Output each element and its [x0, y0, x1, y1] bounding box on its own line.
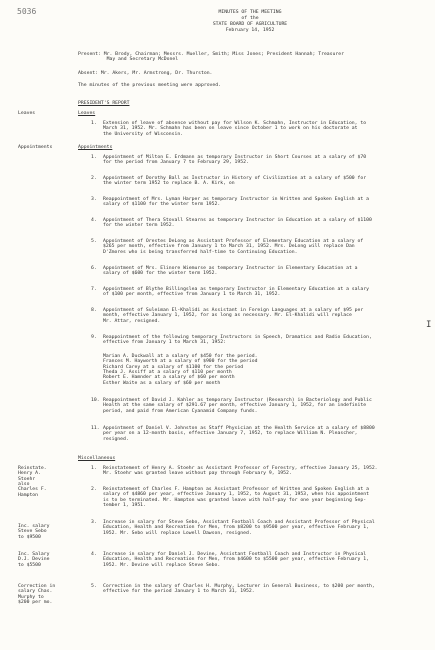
item-line: Reinstatement of Charles F. Hampton as Assistant Professor of Written and Spoken English at a	[103, 487, 369, 492]
item-number: 1.	[91, 466, 97, 471]
leaves-heading: Leaves	[78, 111, 96, 116]
present-line: May and Secretary McDonel	[78, 57, 179, 63]
item-line: Education, Health and Recreation for Men, from $4600 to $5500 per year, effective February 1,	[103, 557, 369, 563]
item-line: Appointment of Milton E. Erdmann as temporary Instructor in Short Courses at a salary of $70	[103, 155, 367, 160]
present-line: Present: Mr. Brody, Chairman; Messrs. Mueller, Smith; Miss Jones; President Hannah; Treasurer	[78, 52, 344, 57]
margin-line: to $9500	[18, 534, 41, 540]
item-line: effective for the period January 1 to March 31, 1952.	[103, 589, 255, 595]
item-line: Health at the same salary of $291.67 per month, effective January 1, 1952, for an indefinite	[103, 403, 367, 409]
present-block	[78, 52, 413, 63]
margin-line: to $5500	[18, 562, 41, 568]
margin-note-reinstate	[18, 466, 76, 498]
item-number: 1.	[91, 121, 97, 126]
margin-note-leaves: Leaves	[18, 111, 36, 116]
item-line: Increase in salary for Daniel J. Devine, Assistant Football Coach and Instructor in Physical	[103, 552, 367, 557]
margin-line: Stoehr	[18, 476, 36, 482]
item-line: Reappointment of Mrs. Lyman Harper as temporary Instructor in Written and Spoken English at a	[103, 197, 369, 202]
item-number: 9.	[91, 335, 97, 340]
item-line: tember 1, 1951.	[103, 503, 146, 509]
item-number: 5.	[91, 239, 97, 244]
item-line: Reappointment of the following temporary Instructors in Speech, Dramatics and Radio Education,	[103, 335, 372, 340]
item-line: the University of Wisconsin.	[103, 131, 184, 137]
item-line: March 31, 1952. Mr. Schmahn has been on leave since October 1 to work on his doctorate at	[103, 126, 358, 132]
margin-line: $200 per mo.	[18, 600, 53, 606]
item-line: Reinstatement of Henry A. Stoehr as Assistant Professor of Forestry, effective January 25, 1952.	[103, 466, 378, 471]
item-number: 4.	[91, 218, 97, 223]
margin-line: Murphy to	[18, 594, 44, 600]
header-title-line1: MINUTES OF THE MEETING	[218, 10, 282, 15]
item-line: $265 per month, effective from January 1 to March 31, 1952. Mrs. DeLong will replace Dan	[103, 244, 355, 250]
item-line: period, and paid from American Cyanamid Company funds.	[103, 408, 258, 414]
list-item: Esther Waite as a salary of $60 per month	[103, 380, 221, 386]
margin-line: Correction in	[18, 584, 56, 589]
item-line: for the winter term 1952.	[103, 223, 175, 229]
margin-note-sebo	[18, 524, 76, 540]
margin-line: Inc. Salary	[18, 552, 50, 557]
item-line: Appointment of Daniel V. Johnston as Staff Physician at the Health Service at a salary of $8800	[103, 426, 375, 431]
item-line: for the period from January 7 to February 29, 1952.	[103, 160, 249, 166]
header-date: February 14, 1952	[225, 28, 275, 33]
margin-line: also	[18, 482, 30, 488]
item-number: 10.	[91, 398, 100, 403]
item-line: Extension of leave of absence without pay for Wilson K. Schmahn, Instructor in Education, to	[103, 121, 367, 126]
appointments-heading: Appointments	[78, 145, 113, 150]
item-number: 4.	[91, 552, 97, 557]
item-line: Appointment of Dorothy Ball as Instructor in History of Civilization at a salary of $500 for	[103, 176, 367, 181]
margin-note-murphy	[18, 584, 76, 605]
item-number: 2.	[91, 176, 97, 181]
absent-line: Absent: Mr. Akers, Mr. Armstrong, Dr. Thurston.	[78, 71, 213, 76]
item-number: 3.	[91, 520, 97, 525]
list-item: Richard Carey at a salary of $1100 for the period	[103, 364, 244, 370]
item-line: effective from January 1 to March 31, 1952:	[103, 340, 226, 346]
item-line: of $100 per month, effective from January 1 to March 31, 1952.	[103, 292, 281, 298]
list-item: Frances M. Hayworth at a salary of $900 for the period	[103, 359, 258, 365]
margin-line: Reinstate.	[18, 466, 47, 471]
item-line: resigned.	[103, 436, 129, 442]
header-title-line3: STATE BOARD OF AGRICULTURE	[212, 22, 288, 27]
margin-line: Charles F.	[18, 487, 47, 493]
presidents-report-heading: PRESIDENT'S REPORT	[78, 101, 130, 106]
item-number: 1.	[91, 155, 97, 160]
item-line: salary of $1100 for the winter term 1952.	[103, 202, 221, 208]
item-line: month, effective January 1, 1952, for as long as necessary. Mr. El-Khalidi will replace	[103, 313, 352, 319]
minutes-line: The minutes of the previous meeting were approved.	[78, 83, 221, 88]
margin-line: Inc. salary	[18, 524, 50, 529]
list-item: Robert E. Hamnder at a salary of $60 per month	[103, 375, 235, 381]
margin-mark: I	[426, 320, 432, 330]
margin-line: Hampton	[18, 492, 39, 498]
miscellaneous-heading: Miscellaneous	[78, 456, 116, 461]
item-line: Mr. Attar, resigned.	[103, 318, 161, 324]
item-line: Increase in salary for Steve Sebo, Assistant Football Coach and Assistant Professor of Physical	[103, 520, 375, 525]
item-line: is to be terminated. Mr. Hampton was granted leave with half-pay for one year beginning Sep-	[103, 497, 367, 503]
item-line: salary of $4860 per year, effective January 1, 1952, to August 31, 1953, when his appointment	[103, 492, 369, 498]
item-line: Appointment of Blythe Billingslea as temporary Instructor in Elementary Education at a salary	[103, 287, 369, 292]
item-line: Reappointment of David J. Kahler as temporary Instructor (Research) in Bacteriology and Public	[103, 398, 372, 403]
item-line: Appointment of Thera Stovall Stearns as temporary Instructor in Education at a salary of $1100	[103, 218, 372, 223]
item-number: 5.	[91, 584, 97, 589]
item-line: 1952. Mr. Sebo will replace Lowell Dawson, resigned.	[103, 530, 252, 536]
item-line: the winter term 1952 to replace B. A. Kirk, on	[103, 181, 235, 187]
item-number: 8.	[91, 308, 97, 313]
margin-line: Henry A.	[18, 471, 41, 477]
page-number: 5036	[17, 7, 37, 16]
item-number: 7.	[91, 287, 97, 292]
margin-note-devine	[18, 552, 76, 568]
margin-line: salary Chas.	[18, 589, 53, 595]
item-line: Education, Health and Recreation for Men, from $8200 to $9500 per year, effective February 1,	[103, 525, 369, 531]
list-item: Theda J. Assiff at a salary of $110 per month	[103, 370, 232, 376]
margin-note-appointments: Appointments	[18, 145, 53, 150]
item-number: 6.	[91, 266, 97, 271]
item-line: Appointment of Mrs. Elinore Wiemurse as temporary Instructor in Elementary Education at a	[103, 266, 358, 271]
item-line: D'Zmores who is being transferred half-time to Continuing Education.	[103, 249, 298, 255]
speech-instructors-list	[103, 354, 403, 386]
item-line: Correction in the salary of Charles H. Murphy, Lecturer in General Business, to $200 per month,	[103, 584, 375, 589]
item-line: Appointment of Suleiman El-Khalidi as Assistant in Foreign Languages at a salary of $95 per	[103, 308, 364, 313]
item-number: 2.	[91, 487, 97, 492]
item-line: 1952. Mr. Devine will replace Steve Sebo.	[103, 562, 221, 568]
header-title-line2: of the	[241, 16, 259, 21]
item-line: Mr. Stoehr was granted leave without pay through February 9, 1952.	[103, 471, 292, 477]
item-line: Appointment of Orestes DeLong as Assistant Professor of Elementary Education at a salary of	[103, 239, 364, 244]
item-number: 3.	[91, 197, 97, 202]
margin-line: Steve Sebo	[18, 529, 47, 535]
item-line: salary of $600 for the winter term 1952.	[103, 271, 218, 277]
item-line: per year on a 12-month basis, effective January 7, 1952, to replace William N. Pleascher,	[103, 431, 358, 437]
item-number: 11.	[91, 426, 100, 431]
margin-line: D.J. Devine	[18, 557, 50, 563]
list-item: Marian A. Duckwall at a salary of $450 for the period.	[103, 354, 258, 359]
